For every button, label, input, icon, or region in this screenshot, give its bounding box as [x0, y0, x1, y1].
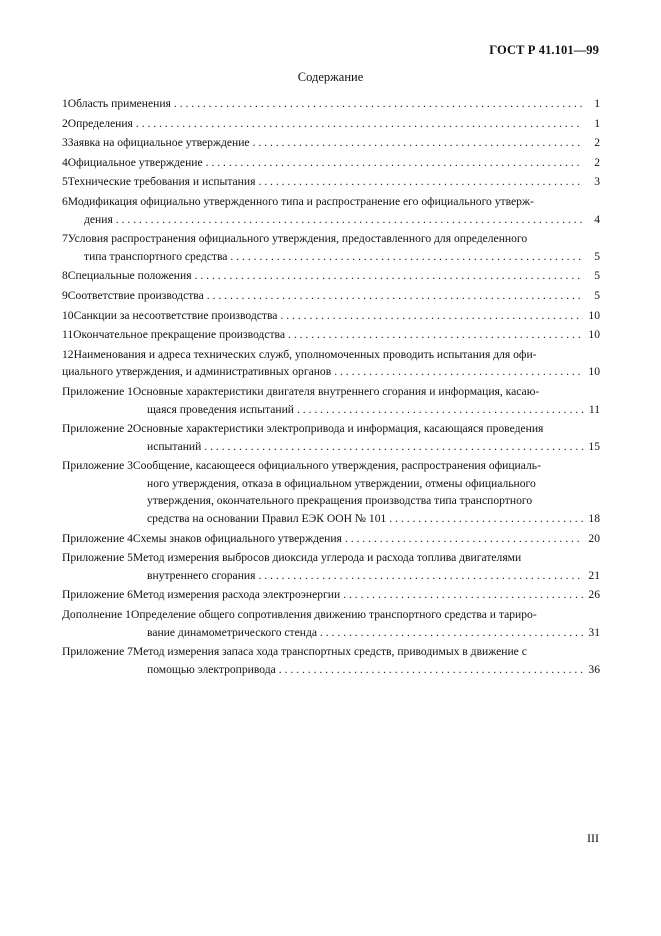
toc-entry[interactable] [62, 326, 600, 344]
toc-entry-page: 20 [588, 531, 600, 545]
toc-entry-number: 4 [62, 155, 68, 169]
toc-leader-dots [174, 95, 583, 113]
toc-entry-title: Основные характеристики двигателя внутреннего сгорания и информация, касаю- [132, 384, 540, 398]
toc-entry-page: 3 [594, 175, 600, 189]
toc-entry-page: 2 [594, 155, 600, 169]
toc-entry-title: помощью электропривода [147, 662, 276, 676]
toc-entry-number: Приложение 7 [62, 645, 133, 659]
toc-entry-page: 5 [594, 288, 600, 302]
toc-entry-title: циального утверждения, и административных органов [62, 365, 332, 379]
document-code: ГОСТ Р 41.101—99 [489, 43, 599, 57]
toc-entry[interactable] [62, 267, 600, 285]
toc-entry[interactable] [62, 457, 600, 527]
toc-entry-page: 1 [594, 97, 600, 110]
toc-leader-dots [345, 530, 583, 548]
toc-entry-page: 10 [588, 365, 600, 379]
toc-entry-number: 8 [62, 269, 68, 283]
toc-entry-number: 11 [62, 328, 74, 342]
toc-entry-page: 26 [588, 588, 600, 602]
toc-entry[interactable] [62, 154, 600, 172]
toc-entry[interactable] [62, 643, 600, 678]
toc-entry[interactable] [62, 287, 600, 305]
toc-leader-dots [207, 287, 583, 305]
toc-entry-title: Условия распространения официального утверждения, предоставленного для определенного [67, 232, 528, 246]
toc-entry-number: Приложение 1 [62, 384, 133, 398]
toc-entry-number: 6 [62, 194, 68, 208]
toc-entry-title: щаяся проведения испытаний [147, 402, 294, 416]
toc-entry-number: 2 [62, 116, 68, 130]
toc-entry-title: Наименования и адреса технических служб, уполномоченных проводить испытания для офи- [73, 347, 537, 361]
toc-entry-number: 10 [62, 308, 74, 322]
toc-entry-page: 1 [594, 116, 600, 130]
toc-entry-number: Приложение 3 [62, 459, 133, 473]
toc-entry-number: 12 [62, 347, 74, 361]
toc-entry-title: ного утверждения, отказа в официальном утверждении, отмены официального [147, 476, 536, 490]
toc-entry[interactable] [62, 383, 600, 418]
toc-entry-title: вание динамометрического стенда [147, 625, 317, 639]
toc-leader-dots [136, 115, 583, 133]
toc-entry-title: Метод измерения расхода электроэнергии [132, 588, 341, 602]
toc-entry[interactable] [62, 230, 600, 265]
table-of-contents [62, 95, 600, 678]
toc-entry-title: типа транспортного средства [84, 249, 228, 263]
toc-leader-dots [253, 134, 583, 152]
toc-leader-dots [389, 510, 583, 528]
toc-entry[interactable] [62, 530, 600, 548]
toc-entry-title: средства на основании Правил ЕЭК ООН № 101 [147, 512, 387, 526]
toc-leader-dots [334, 363, 583, 381]
toc-entry-page: 2 [594, 136, 600, 150]
toc-entry-title: Соответствие производства [67, 288, 204, 302]
toc-entry-title: Сообщение, касающееся официального утверждения, распространения официаль- [132, 459, 541, 473]
toc-entry-title: утверждения, окончательного прекращения производства типа транспортного [147, 494, 533, 508]
toc-entry-title: Технические требования и испытания [67, 175, 256, 189]
toc-entry-number: Приложение 6 [62, 588, 133, 602]
toc-entry-title: Санкции за несоответствие производства [73, 308, 278, 322]
toc-leader-dots [230, 248, 583, 266]
toc-leader-dots [204, 438, 583, 456]
toc-entry[interactable] [62, 420, 600, 455]
toc-entry[interactable] [62, 346, 600, 381]
toc-entry-page: 11 [588, 402, 600, 416]
toc-entry[interactable] [62, 307, 600, 325]
toc-entry-title: Модификация официально утвержденного типа и распространение его официального утверж- [67, 194, 534, 208]
toc-entry-number: Дополнение 1 [62, 608, 131, 622]
toc-entry[interactable] [62, 549, 600, 584]
toc-entry-number: 3 [62, 136, 68, 150]
toc-leader-dots [288, 326, 583, 344]
toc-entry-page: 36 [588, 662, 600, 676]
toc-entry-number: 7 [62, 232, 68, 246]
toc-entry-number: Приложение 4 [62, 531, 133, 545]
toc-entry-page: 18 [588, 512, 600, 526]
toc-entry-page: 5 [594, 269, 600, 283]
toc-entry-title: Окончательное прекращение производства [73, 328, 286, 342]
toc-entry-page: 4 [594, 212, 600, 226]
toc-entry[interactable] [62, 115, 600, 133]
toc-entry[interactable] [62, 95, 600, 113]
toc-entry-number: Приложение 2 [62, 422, 133, 436]
toc-entry-page: 5 [594, 249, 600, 263]
toc-leader-dots [258, 173, 583, 191]
toc-leader-dots [206, 154, 583, 172]
toc-entry-title: Определения [67, 116, 133, 130]
toc-entry-title: Схемы знаков официального утверждения [132, 531, 342, 545]
toc-entry-title: внутреннего сгорания [147, 568, 256, 582]
toc-leader-dots [280, 307, 583, 325]
toc-leader-dots [320, 624, 583, 642]
toc-entry-title: Область применения [67, 97, 171, 110]
toc-entry-title: Метод измерения запаса хода транспортных средств, приводимых в движение с [132, 645, 527, 659]
toc-entry-title: Метод измерения выбросов диоксида углерода и расхода топлива двигателями [132, 551, 522, 565]
toc-entry-title: Специальные положения [67, 269, 192, 283]
toc-title: Содержание [297, 70, 364, 84]
toc-entry-title: дения [84, 212, 113, 226]
toc-leader-dots [195, 267, 583, 285]
toc-entry[interactable] [62, 586, 600, 604]
toc-entry-page: 15 [588, 439, 600, 453]
toc-entry-number: 5 [62, 175, 68, 189]
toc-entry-title: Официальное утверждение [67, 155, 203, 169]
toc-entry-page: 21 [588, 568, 600, 582]
toc-entry-page: 10 [588, 328, 600, 342]
toc-entry-page: 31 [588, 625, 600, 639]
toc-leader-dots [279, 661, 583, 679]
toc-leader-dots [297, 401, 583, 419]
toc-entry-title: Основные характеристики электропривода и информация, касающаяся проведения [132, 422, 544, 436]
toc-entry-number: 1 [62, 97, 68, 110]
toc-entry-title: Заявка на официальное утверждение [67, 136, 250, 150]
toc-entry[interactable] [62, 606, 600, 641]
toc-leader-dots [116, 211, 583, 229]
toc-entry[interactable] [62, 173, 600, 191]
toc-entry-title: испытаний [147, 439, 202, 453]
toc-entry-title: Определение общего сопротивления движению транспортного средства и тариро- [130, 608, 537, 622]
toc-entry[interactable] [62, 134, 600, 152]
toc-leader-dots [343, 586, 583, 604]
page-number: III [587, 831, 599, 845]
toc-entry[interactable] [62, 193, 600, 228]
toc-entry-page: 10 [588, 308, 600, 322]
toc-leader-dots [258, 567, 583, 585]
toc-entry-number: Приложение 5 [62, 551, 133, 565]
toc-entry-number: 9 [62, 288, 68, 302]
